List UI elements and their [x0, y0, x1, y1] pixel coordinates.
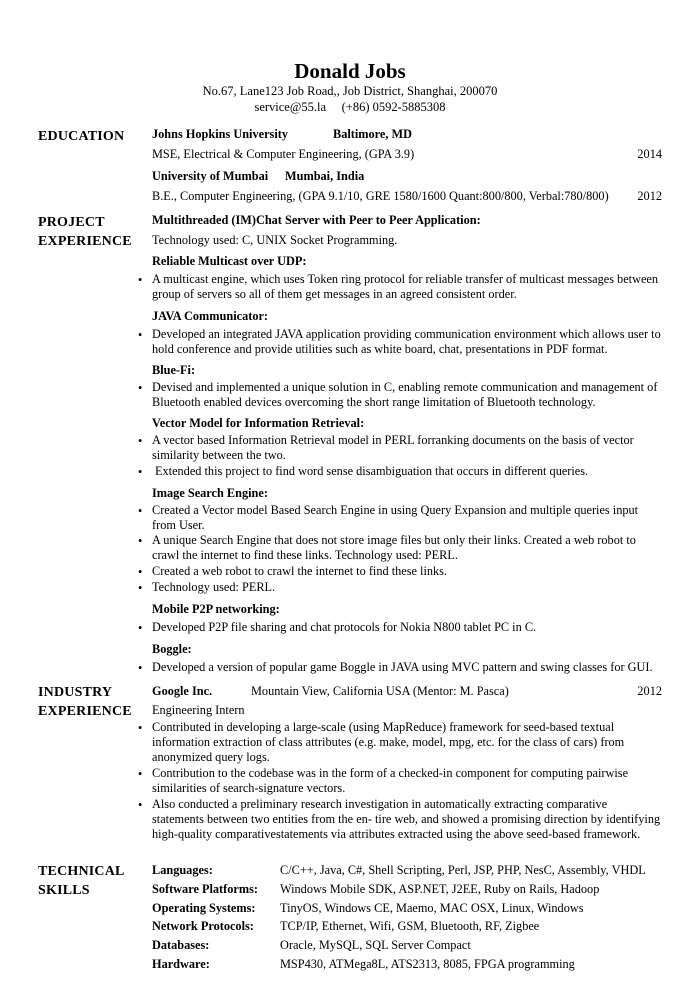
project-bullet: A unique Search Engine that does not store image files but only their links. Created a web robot to crawl the internet to find these links. Technology used: PERL. [152, 533, 636, 562]
bullet-icon: • [138, 767, 143, 781]
bullet-icon: • [138, 661, 143, 675]
skill-label: Databases: [152, 938, 210, 952]
project-bullet: Developed a version of popular game Boggle in JAVA using MVC pattern and swing classes for GUI. [152, 660, 653, 674]
skill-label: Languages: [152, 863, 213, 877]
project-bullet: Developed an integrated JAVA application providing communication environment which allows user to hold conference and provide utilities such as white board, chat, presentations in PDF format. [152, 327, 661, 356]
bullet-icon: • [138, 534, 143, 548]
project-bullet: Extended this project to find word sense disambiguation that occurs in different queries. [155, 464, 589, 478]
skill-value: MSP430, ATMega8L, ATS2313, 8085, FPGA programming [280, 957, 575, 971]
company-location: Mountain View, California USA (Mentor: M. Pasca) [251, 684, 509, 698]
project-title: Vector Model for Information Retrieval: [152, 416, 365, 430]
project-bullet: A vector based Information Retrieval model in PERL forranking documents on the basis of vector similarity between the two. [152, 433, 634, 462]
bullet-icon: • [138, 798, 143, 812]
industry-bullet: Contributed in developing a large-scale (using MapReduce) framework for seed-based textual information extraction of class attributes (e.g. make, model, mpg, etc. for the class of cars) from anonymized query logs. [152, 720, 625, 764]
skill-value: Oracle, MySQL, SQL Server Compact [280, 938, 471, 952]
address-line: No.67, Lane123 Job Road,, Job District, Shanghai, 200070 [202, 84, 498, 98]
skill-label: Hardware: [152, 957, 210, 971]
project-title: JAVA Communicator: [152, 309, 269, 323]
skill-label: Software Platforms: [152, 882, 258, 896]
bullet-icon: • [138, 381, 143, 395]
section-title-industry: INDUSTRY [38, 685, 113, 700]
project-title: Image Search Engine: [152, 486, 268, 500]
project-title: Reliable Multicast over UDP: [152, 254, 307, 268]
section-title-education: EDUCATION [38, 129, 125, 144]
bullet-icon: • [138, 434, 143, 448]
project-title: Boggle: [152, 642, 192, 656]
edu-year-1: 2014 [637, 147, 662, 161]
industry-bullet: Contribution to the codebase was in the form of a checked-in component for computing pairwise similarities of search-signature vectors. [152, 766, 629, 795]
edu-location-2: Mumbai, India [285, 169, 365, 183]
project-title: Mobile P2P networking: [152, 602, 280, 616]
industry-year: 2012 [637, 684, 662, 698]
skill-value: TinyOS, Windows CE, Maemo, MAC OSX, Linux, Windows [280, 901, 584, 915]
section-title-project: PROJECT [38, 215, 105, 230]
skill-label: Operating Systems: [152, 901, 256, 915]
section-title-industry-2: EXPERIENCE [38, 704, 132, 719]
industry-bullet: Also conducted a preliminary research investigation in automatically extracting comparative statements between two entities from the en- tire web, and showed a promising direction by identifying high-quality comparativestatements via attributes extracted using the above seed-based framework. [152, 797, 661, 841]
edu-school-2: University of Mumbai [152, 169, 269, 183]
project-bullet: A multicast engine, which uses Token ring protocol for reliable transfer of multicast messages between group of servers so all of them get messages in an agreed consistent order. [152, 272, 659, 301]
contact-line: service@55.la (+86) 0592-5885308 [254, 100, 446, 114]
project-line: Technology used: C, UNIX Socket Programming. [152, 233, 398, 247]
skill-value: C/C++, Java, C#, Shell Scripting, Perl, JSP, PHP, NesC, Assembly, VHDL [280, 863, 646, 877]
edu-school-1: Johns Hopkins University [152, 127, 288, 141]
bullet-icon: • [138, 273, 143, 287]
project-bullet: Created a web robot to crawl the internet to find these links. [152, 564, 448, 578]
skill-label: Network Protocols: [152, 919, 254, 933]
bullet-icon: • [138, 328, 143, 342]
skill-value: TCP/IP, Ethernet, Wifi, GSM, Bluetooth, RF, Zigbee [280, 919, 540, 933]
bullet-icon: • [138, 721, 143, 735]
candidate-name: Donald Jobs [294, 59, 406, 83]
project-bullet: Created a Vector model Based Search Engine in using Query Expansion and multiple queries input from User. [152, 503, 639, 532]
section-title-skills-2: SKILLS [38, 883, 90, 898]
edu-degree-1: MSE, Electrical & Computer Engineering, (GPA 3.9) [152, 147, 415, 161]
project-title: Blue-Fi: [152, 363, 196, 377]
bullet-icon: • [138, 565, 143, 579]
project-bullet: Developed P2P file sharing and chat protocols for Nokia N800 tablet PC in C. [152, 620, 537, 634]
edu-year-2: 2012 [637, 189, 662, 203]
job-role: Engineering Intern [152, 703, 245, 717]
edu-degree-2: B.E., Computer Engineering, (GPA 9.1/10, GRE 1580/1600 Quant:800/800, Verbal:780/800) [152, 189, 609, 203]
section-title-skills: TECHNICAL [38, 864, 125, 879]
bullet-icon: • [138, 465, 143, 479]
bullet-icon: • [138, 621, 143, 635]
company-name: Google Inc. [152, 684, 213, 698]
project-bullet: Technology used: PERL. [152, 580, 276, 594]
bullet-icon: • [138, 581, 143, 595]
bullet-icon: • [138, 504, 143, 518]
project-title: Multithreaded (IM)Chat Server with Peer to Peer Application: [152, 213, 481, 227]
project-bullet: Devised and implemented a unique solution in C, enabling remote communication and management of Bluetooth enabled devices overcoming the short range limitation of Bluetooth technology. [152, 380, 658, 409]
skill-value: Windows Mobile SDK, ASP.NET, J2EE, Ruby on Rails, Hadoop [280, 882, 600, 896]
section-title-project-2: EXPERIENCE [38, 234, 132, 249]
edu-location-1: Baltimore, MD [333, 127, 412, 141]
